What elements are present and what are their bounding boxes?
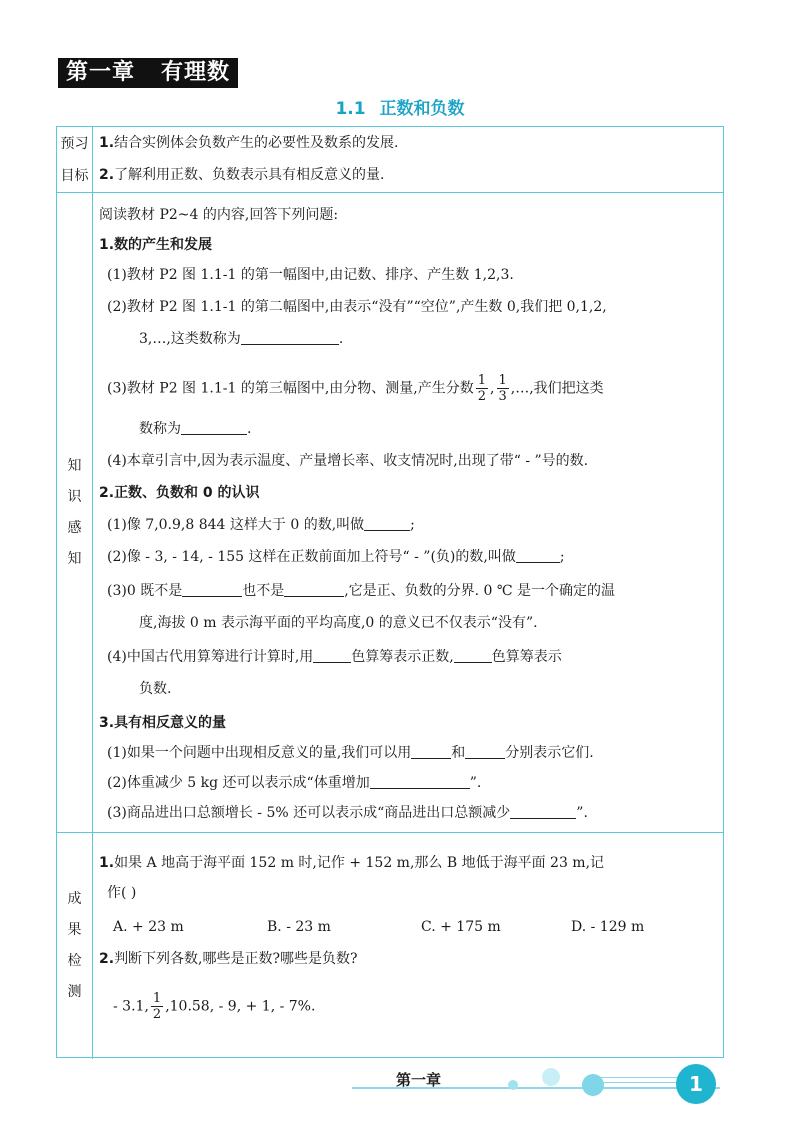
fraction: $\frac{1}{2}$ <box>152 991 162 1022</box>
footer-chapter: 第一章 <box>396 1071 442 1089</box>
option-b[interactable]: B. - 23 m <box>267 919 331 935</box>
answer-blank[interactable] <box>370 774 470 789</box>
heading-2: 2.正数、负数和 0 的认识 <box>99 485 260 501</box>
answer-blank[interactable] <box>454 648 492 663</box>
item-2-4: (4)中国古代用算筹进行计算时,用 色算筹表示正数, 色算筹表示 <box>107 649 562 665</box>
footer-rule <box>600 1082 680 1083</box>
label-part: 知 <box>67 457 82 474</box>
answer-blank[interactable] <box>241 330 339 345</box>
label-part: 目标 <box>60 167 89 184</box>
question-2: 2.判断下列各数,哪些是正数?哪些是负数? <box>99 951 358 967</box>
option-d[interactable]: D. - 129 m <box>571 919 645 935</box>
heading-1: 1.数的产生和发展 <box>99 237 213 253</box>
item-2-1: (1)像 7,0.9,8 844 这样大于 0 的数,叫做 ; <box>107 517 415 533</box>
section-title <box>0 94 800 119</box>
preview-goals-row <box>57 127 723 193</box>
item-1-1: (1)教材 P2 图 1.1-1 的第一幅图中,由记数、排序、产生数 1,2,3. <box>107 267 514 283</box>
goal-item: 2.了解利用正数、负数表示具有相反意义的量. <box>99 167 385 183</box>
knowledge-label <box>57 193 93 832</box>
item-2-2: (2)像 - 3, - 14, - 155 这样在正数前面加上符号“ - ”(负)的数,叫做 ; <box>107 549 565 565</box>
label-part: 预习 <box>60 135 89 152</box>
item-2-3-cont: 度,海拔 0 m 表示海平面的平均高度,0 的意义已不仅表示“没有”. <box>139 615 538 631</box>
section-title-text: 正数和负数 <box>379 99 465 119</box>
item-1-4: (4)本章引言中,因为表示温度、产量增长率、收支情况时,出现了带“ - ”号的数. <box>107 453 589 469</box>
item-3-2: (2)体重减少 5 kg 还可以表示成“体重增加 ”. <box>107 775 482 791</box>
results-row <box>57 833 723 1059</box>
answer-blank[interactable] <box>181 420 247 435</box>
chapter-title: 第一章 有理数 <box>58 58 238 88</box>
page-number: 1 <box>676 1064 716 1104</box>
worksheet-table <box>56 126 724 1058</box>
question-2-numbers: - 3.1, $\frac{1}{2}$ ,10.58, - 9, + 1, - 7%. <box>113 991 316 1022</box>
item-2-4-cont: 负数. <box>139 681 172 697</box>
preview-goals-content <box>93 127 723 192</box>
label-part: 识 <box>67 488 82 505</box>
item-3-1: (1)如果一个问题中出现相反意义的量,我们可以用 和 分别表示它们. <box>107 745 594 761</box>
item-1-3-cont: 数称为 . <box>139 421 252 437</box>
item-3-3: (3)商品进出口总额增长 - 5% 还可以表示成“商品进出口总额减少 ”. <box>107 805 588 821</box>
answer-blank[interactable] <box>364 516 410 531</box>
intro-text: 阅读教材 P2~4 的内容,回答下列问题: <box>99 207 339 223</box>
decorative-dot <box>542 1068 560 1086</box>
fraction: $\frac{1}{3}$ <box>498 373 507 404</box>
answer-blank[interactable] <box>510 804 576 819</box>
item-1-2-cont: 3,…,这类数称为 . <box>139 331 344 347</box>
fraction: $\frac{1}{2}$ <box>477 373 487 404</box>
option-c[interactable]: C. + 175 m <box>421 919 501 935</box>
results-label <box>57 833 93 1059</box>
answer-blank[interactable] <box>516 548 560 563</box>
label-part: 感 <box>67 519 82 536</box>
label-part: 果 <box>67 922 82 938</box>
question-1: 1.如果 A 地高于海平面 152 m 时,记作 + 152 m,那么 B 地低于海平面 23 m,记 <box>99 855 605 871</box>
question-1-cont: 作( ) <box>107 885 137 901</box>
item-2-3: (3)0 既不是 也不是 ,它是正、负数的分界. 0 ℃ 是一个确定的温 <box>107 583 616 599</box>
answer-blank[interactable] <box>182 582 242 597</box>
option-a[interactable]: A. + 23 m <box>113 919 184 935</box>
results-content <box>93 833 723 1059</box>
heading-3: 3.具有相反意义的量 <box>99 715 227 731</box>
label-part: 成 <box>67 891 82 907</box>
preview-goals-label <box>57 127 93 192</box>
answer-blank[interactable] <box>465 744 505 759</box>
knowledge-content <box>93 193 723 832</box>
item-1-3: (3)教材 P2 图 1.1-1 的第三幅图中,由分物、测量,产生分数 $\frac{1}{2}$ , $\frac{1}{3}$ ,…,我们把这类 <box>107 373 604 404</box>
label-part: 检 <box>67 953 82 969</box>
decorative-dot <box>582 1074 604 1096</box>
section-number: 1.1 <box>335 99 366 119</box>
item-1-2: (2)教材 P2 图 1.1-1 的第二幅图中,由表示“没有”“空位”,产生数 0,我们把 0,1,2, <box>107 299 607 315</box>
label-part: 测 <box>67 984 82 1000</box>
label-part: 知 <box>67 550 82 567</box>
decorative-dot <box>508 1080 518 1090</box>
answer-blank[interactable] <box>411 744 451 759</box>
goal-item: 1.结合实例体会负数产生的必要性及数系的发展. <box>99 135 399 151</box>
answer-blank[interactable] <box>313 648 351 663</box>
footer-rule <box>600 1077 680 1078</box>
knowledge-row <box>57 193 723 833</box>
answer-blank[interactable] <box>284 582 344 597</box>
